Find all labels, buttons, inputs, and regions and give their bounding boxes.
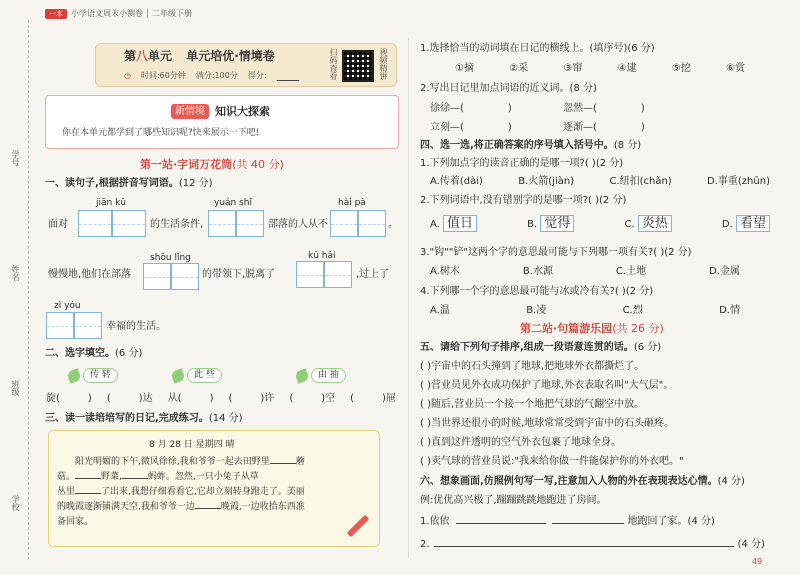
answer-grid[interactable] — [171, 263, 199, 290]
unit-heading: 第八单元 单元培优·情境卷 — [124, 49, 275, 63]
answer-line[interactable] — [552, 523, 624, 524]
r-q5-line[interactable]: ( )宇宙中的石头撞到了地球,把地球外衣都撕烂了。 — [420, 361, 645, 372]
margin-label-student-id: 学号 — [11, 150, 20, 166]
answer-grid[interactable] — [358, 210, 386, 237]
diary-box — [48, 430, 380, 547]
unit-title: 单元培优·情境卷 — [186, 49, 275, 63]
answer-line[interactable] — [434, 546, 734, 547]
word-tag: 由 抽 — [311, 368, 346, 383]
r-q4-s1: 1.下列加点字的读音正确的是哪一项?( )(2 分) — [420, 158, 624, 169]
q2-fill-line: 旋( ) ( )达 从( ) ( )许 ( )空 ( )屉 — [46, 393, 396, 404]
q3-title: 三、读一读培培写的日记,完成练习。(14 分) — [45, 413, 243, 424]
word-choice-2 — [172, 368, 222, 383]
grade-label: 二年级下册 — [152, 9, 192, 18]
station2-title: 第二站·句篇游乐园(共 26 分) — [520, 322, 664, 335]
answer-grid[interactable] — [330, 210, 358, 237]
answer-grid[interactable] — [324, 261, 352, 288]
pinyin-6: zì yóu — [54, 301, 81, 311]
r-q1-title: 1.选择恰当的动词填在日记的横线上。(填序号)(6 分) — [420, 43, 655, 54]
word-tag: 传 转 — [83, 368, 118, 383]
answer-grid[interactable] — [74, 312, 102, 339]
leaf-icon — [294, 368, 309, 383]
r-q2-title: 2.写出日记里加点词语的近义词。(8 分) — [420, 83, 597, 94]
answer-grid[interactable] — [208, 210, 236, 237]
r-q5-line[interactable]: ( )当世界还很小的时候,地球常常受到宇宙中的石头砸疼。 — [420, 418, 675, 429]
pinyin-4: kǔ hǎi — [308, 251, 336, 261]
answer-grid[interactable] — [296, 261, 324, 288]
q1-title: 一、读句子,根据拼音写词语。(12 分) — [45, 178, 213, 189]
answer-grid[interactable] — [143, 263, 171, 290]
full-score: 满分:100分 — [195, 71, 238, 80]
margin-label-name: 姓名 — [11, 265, 20, 281]
margin-label-class: 班级 — [11, 380, 20, 396]
clock-icon: ◷ — [124, 71, 131, 80]
word-tag: 此 些 — [187, 368, 222, 383]
situation-title: 知识大探索 — [215, 105, 270, 118]
score-blank — [277, 70, 299, 81]
r-q1-options: ①摘 ②采 ③窜 ④逮 ⑤挖 ⑥赏 — [455, 63, 745, 74]
situation-tag: 新情境 — [171, 104, 209, 119]
situation-box — [45, 95, 399, 149]
r-q4-title: 四、选一选,将正确答案的序号填入括号中。(8 分) — [420, 140, 642, 151]
r-q4-s2-opts: A. 值日 B. 觉得 C. 炎热 D. 看望 — [430, 215, 770, 232]
station1-title: 第一站·字词万花筒(共 40 分) — [140, 158, 284, 171]
unit-banner — [95, 43, 397, 87]
series-title: 小学语文周末小测卷 — [71, 9, 143, 18]
q1-text: 慢慢地,他们在部落 — [48, 269, 132, 280]
pinyin-5: shǒu lǐng — [150, 253, 191, 263]
r-q2-row1: 徐徐—( ) 忽然—( ) — [430, 103, 645, 114]
r-q4-s4: 4.下列哪一个字的意思最可能与冰或冷有关?( )(2 分) — [420, 286, 654, 297]
header — [45, 8, 192, 19]
exam-info — [124, 70, 299, 81]
video-label: 视频精讲 — [379, 48, 388, 80]
answer-grid[interactable] — [112, 210, 146, 237]
r-q5-line[interactable]: ( )直到这件透明的空气外衣包裹了地球全身。 — [420, 437, 621, 448]
leaf-icon — [66, 368, 81, 383]
cut-line — [28, 20, 29, 560]
q2-title: 二、选字填空。(6 分) — [45, 348, 143, 359]
column-divider — [408, 38, 409, 558]
diary-date: 8 月 28 日 星期四 晴 — [149, 440, 235, 450]
score-label: 得分: — [247, 71, 267, 80]
pinyin-1: jiān kǔ — [96, 198, 126, 208]
q1-text: ,过上了 — [356, 269, 390, 280]
answer-grid[interactable] — [236, 210, 264, 237]
unit-number: 八 — [136, 49, 149, 63]
r-q5-line[interactable]: ( )随后,营业员一个接一个地把气球的气翻空中放。 — [420, 399, 645, 410]
r-q6-example: 例:优优高兴极了,蹦蹦跳跳地跑进了房间。 — [420, 495, 607, 506]
diary-text: 阳光明媚的下午,微风徐徐,我和爷爷一起去田野里 蘑 菇。 野菜, 蚂蚱。忽然,一只小兔子从草 丛里 了出来,我想仔细看看它,它却立刻转身跑走了。美丽 的晚霞逐渐铺满天空,我和爷爷一边 晚霞,一边收拾东西准 备回家。 — [57, 457, 305, 527]
q1-text: 。 — [388, 219, 398, 230]
r-q5-title: 五、请给下列句子排序,组成一段语意连贯的话。(6 分) — [420, 342, 662, 353]
page-number: 49 — [752, 557, 763, 566]
r-q5-line[interactable]: ( )卖气球的营业员说:"我来给你做一件能保护你的外衣吧。" — [420, 456, 684, 467]
pinyin-2: yuán shǐ — [214, 198, 253, 208]
r-q4-s2: 2.下列词语中,没有错别字的是哪一项?( )(2 分) — [420, 195, 627, 206]
qr-code-icon[interactable] — [342, 50, 374, 82]
r-q4-s3-opts: A.树木 B.水源 C.土地 D.金属 — [430, 266, 740, 277]
q1-text: 幸福的生活。 — [106, 321, 166, 332]
time-limit: 时间:60分钟 — [140, 71, 186, 80]
r-q6-line1: 1.依依 地跑回了家。(4 分) — [420, 516, 715, 527]
word-choice-3 — [296, 368, 346, 383]
divider — [147, 9, 148, 18]
pinyin-3: hài pà — [338, 198, 366, 208]
answer-grid[interactable] — [46, 312, 74, 339]
q1-text: 的生活条件, — [150, 219, 204, 230]
q1-text: 的带领下,脱离了 — [202, 269, 276, 280]
word-choice-1 — [68, 368, 118, 383]
r-q4-s4-opts: A.温 B.凌 C.烈 D.情 — [430, 305, 740, 316]
leaf-icon — [170, 368, 185, 383]
r-q2-row2: 立刻—( ) 逐渐—( ) — [430, 122, 645, 133]
answer-line[interactable] — [456, 523, 546, 524]
answer-grid[interactable] — [78, 210, 112, 237]
q1-text: 面对 — [48, 219, 68, 230]
situation-intro: 你在本单元都学到了哪些知识呢?快来展示一下吧! — [62, 128, 260, 138]
r-q5-line[interactable]: ( )营业员见外衣成功保护了地球,外衣表取名叫"大气层"。 — [420, 380, 674, 391]
r-q4-s3: 3."钩""铲"这两个字的意思最可能与下列哪一项有关?( )(2 分) — [420, 247, 692, 258]
scan-label: 扫码查看 — [329, 48, 338, 80]
q1-text: 部落的人从不 — [268, 219, 328, 230]
r-q6-line2: 2. (4 分) — [420, 539, 765, 550]
brand-badge: 一本 — [45, 9, 67, 19]
r-q4-s1-opts: A.传着(dài) B.火箭(jiàn) C.纽扣(chǎn) D.事重(zhūn) — [430, 176, 770, 187]
margin-label-school: 学校 — [11, 495, 20, 511]
r-q6-title: 六、想象画面,仿照例句写一写,注意加入人物的外在表现表达心情。(4 分) — [420, 476, 745, 487]
